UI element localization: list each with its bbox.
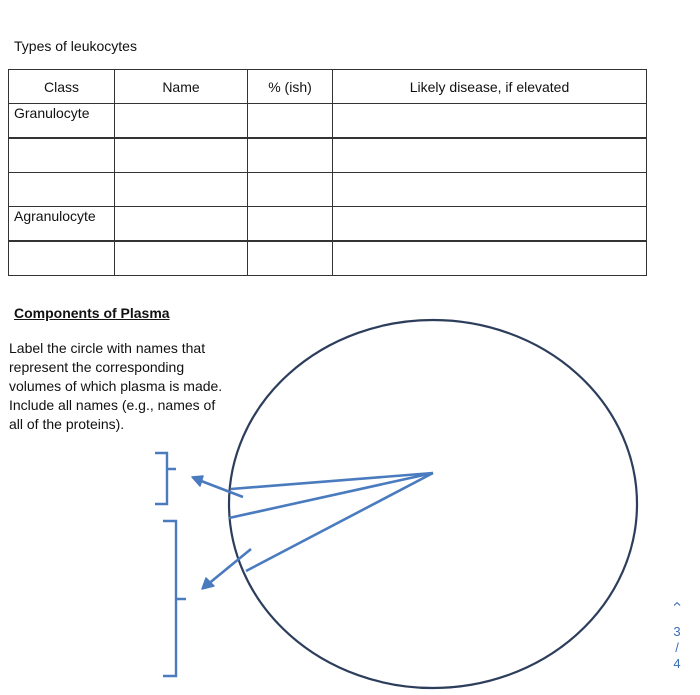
upper-arrow-head [192,476,203,486]
table-cell-class[interactable]: Agranulocyte [9,207,115,242]
plasma-instructions: Label the circle with names that represent the corresponding volumes of which plasma is made. Include all names (e.g., names of all of the proteins). [9,340,223,432]
page-current: 3 [673,624,681,639]
upper-bracket [155,453,176,504]
chevron-up-icon[interactable]: ‹ [669,601,686,607]
page-total: 4 [673,656,681,671]
plasma-heading: Components of Plasma [14,305,170,321]
column-header-disease: Likely disease, if elevated [333,70,647,104]
column-header-class: Class [9,70,115,104]
column-header-percent: % (ish) [248,70,333,104]
lower-bracket [163,521,186,676]
wedge-line-middle [229,473,433,518]
column-header-name: Name [115,70,248,104]
lower-arrow-line [207,549,251,585]
page-indicator[interactable] [664,596,690,672]
page-separator: / [675,640,679,655]
table-cell-class[interactable]: Granulocyte [9,104,115,139]
wedge-line-bottom [246,473,433,571]
leukocytes-heading: Types of leukocytes [14,38,137,54]
